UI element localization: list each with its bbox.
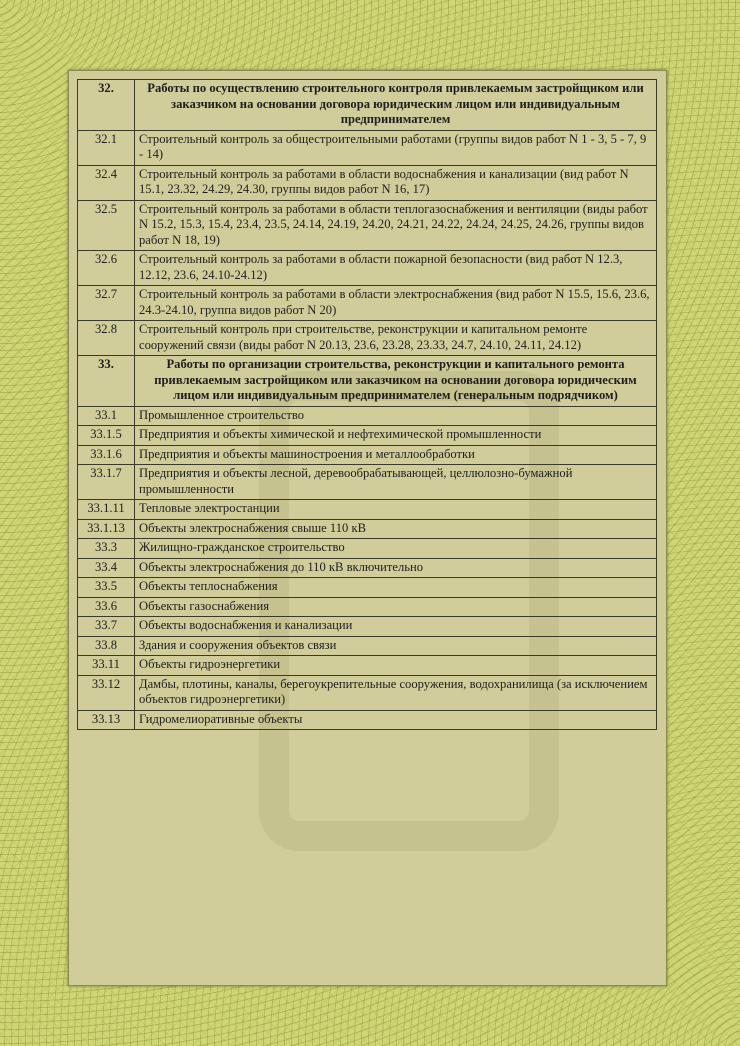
row-number: 33.1.11 bbox=[78, 500, 135, 520]
document-page bbox=[68, 70, 667, 986]
row-description: Здания и сооружения объектов связи bbox=[135, 636, 657, 656]
table-row bbox=[78, 321, 657, 356]
table-row bbox=[78, 165, 657, 200]
row-description: Объекты теплоснабжения bbox=[135, 578, 657, 598]
table-row bbox=[78, 200, 657, 251]
row-number: 33.5 bbox=[78, 578, 135, 598]
row-description: Строительный контроль при строительстве, реконструкции и капитальном ремонте сооружений связи (виды работ N 20.13, 23.6, 23.28, 23.33, 24.7, 24.10, 24.11, 24.12) bbox=[135, 321, 657, 356]
row-number: 33. bbox=[78, 356, 135, 407]
row-number: 33.1.13 bbox=[78, 519, 135, 539]
row-number: 32.8 bbox=[78, 321, 135, 356]
row-description: Строительный контроль за работами в области пожарной безопасности (вид работ N 12.3, 12.12, 23.6, 24.10-24.12) bbox=[135, 251, 657, 286]
table-row bbox=[78, 286, 657, 321]
row-description: Строительный контроль за работами в области теплогазоснабжения и вентиляции (виды работ N 15.2, 15.3, 15.4, 23.4, 23.5, 24.14, 24.19, 24.20, 24.21, 24.22, 24.24, 24.25, 24.26, группы видов работ N 18, 19) bbox=[135, 200, 657, 251]
row-description: Предприятия и объекты лесной, деревообрабатывающей, целлюлозно-бумажной промышленности bbox=[135, 465, 657, 500]
table-row bbox=[78, 130, 657, 165]
row-number: 33.1 bbox=[78, 406, 135, 426]
table-row bbox=[78, 426, 657, 446]
table-row bbox=[78, 500, 657, 520]
table-row bbox=[78, 636, 657, 656]
row-number: 33.13 bbox=[78, 710, 135, 730]
table-row bbox=[78, 406, 657, 426]
row-number: 32.1 bbox=[78, 130, 135, 165]
row-number: 33.3 bbox=[78, 539, 135, 559]
row-description: Объекты водоснабжения и канализации bbox=[135, 617, 657, 637]
row-number: 33.6 bbox=[78, 597, 135, 617]
table-row bbox=[78, 656, 657, 676]
row-description: Объекты газоснабжения bbox=[135, 597, 657, 617]
row-description: Строительный контроль за общестроительными работами (группы видов работ N 1 - 3, 5 - 7, 9 - 14) bbox=[135, 130, 657, 165]
row-description: Объекты электроснабжения до 110 кВ включительно bbox=[135, 558, 657, 578]
work-types-table bbox=[77, 79, 657, 730]
row-description: Строительный контроль за работами в области электроснабжения (вид работ N 15.5, 15.6, 23.6, 24.3-24.10, группа видов работ N 20) bbox=[135, 286, 657, 321]
row-description: Промышленное строительство bbox=[135, 406, 657, 426]
table-row bbox=[78, 558, 657, 578]
section-heading-row bbox=[78, 80, 657, 131]
table-row bbox=[78, 539, 657, 559]
table-row bbox=[78, 675, 657, 710]
row-number: 33.12 bbox=[78, 675, 135, 710]
table-row bbox=[78, 597, 657, 617]
row-number: 32. bbox=[78, 80, 135, 131]
row-description: Объекты гидроэнергетики bbox=[135, 656, 657, 676]
table-row bbox=[78, 617, 657, 637]
row-description: Работы по осуществлению строительного контроля привлекаемым застройщиком или заказчиком на основании договора юридическим лицом или индивидуальным предпринимателем bbox=[135, 80, 657, 131]
section-heading-row bbox=[78, 356, 657, 407]
row-description: Тепловые электростанции bbox=[135, 500, 657, 520]
row-number: 33.1.5 bbox=[78, 426, 135, 446]
row-description: Жилищно-гражданское строительство bbox=[135, 539, 657, 559]
row-description: Дамбы, плотины, каналы, берегоукрепительные сооружения, водохранилища (за исключением объектов гидроэнергетики) bbox=[135, 675, 657, 710]
row-number: 33.7 bbox=[78, 617, 135, 637]
row-number: 33.8 bbox=[78, 636, 135, 656]
table-row bbox=[78, 578, 657, 598]
row-description: Предприятия и объекты химической и нефтехимической промышленности bbox=[135, 426, 657, 446]
table-row bbox=[78, 465, 657, 500]
row-description: Строительный контроль за работами в области водоснабжения и канализации (вид работ N 15.1, 23.32, 24.29, 24.30, группы видов работ N 16, 17) bbox=[135, 165, 657, 200]
row-number: 33.1.7 bbox=[78, 465, 135, 500]
row-number: 33.1.6 bbox=[78, 445, 135, 465]
row-number: 32.5 bbox=[78, 200, 135, 251]
row-number: 32.4 bbox=[78, 165, 135, 200]
table-row bbox=[78, 445, 657, 465]
row-number: 32.6 bbox=[78, 251, 135, 286]
row-number: 33.4 bbox=[78, 558, 135, 578]
row-description: Объекты электроснабжения свыше 110 кВ bbox=[135, 519, 657, 539]
table-row bbox=[78, 710, 657, 730]
row-description: Работы по организации строительства, реконструкции и капитального ремонта привлекаемым застройщиком или заказчиком на основании договора юридическим лицом или индивидуальным предпринимателем (генеральным подрядчиком) bbox=[135, 356, 657, 407]
row-number: 32.7 bbox=[78, 286, 135, 321]
row-description: Предприятия и объекты машиностроения и металлообработки bbox=[135, 445, 657, 465]
table-row bbox=[78, 519, 657, 539]
table-row bbox=[78, 251, 657, 286]
row-description: Гидромелиоративные объекты bbox=[135, 710, 657, 730]
row-number: 33.11 bbox=[78, 656, 135, 676]
